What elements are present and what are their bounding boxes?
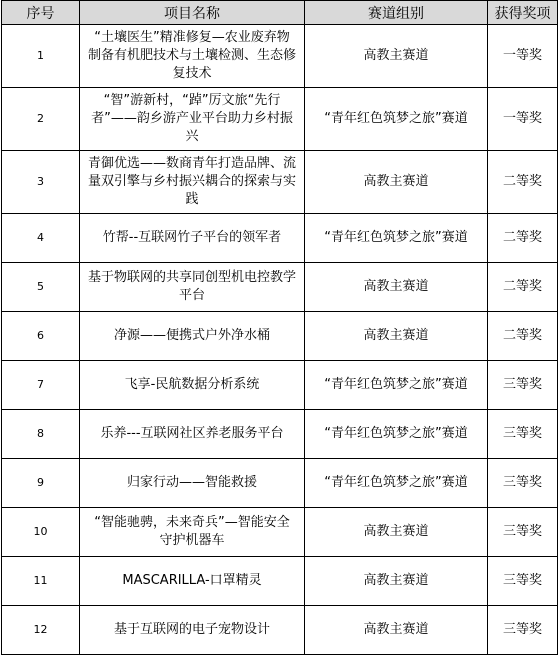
project-name: “智”游新村，“踔”厉文旅“先行者”——韵乡游产业平台助力乡村振兴 [80, 88, 305, 151]
table-row [2, 263, 558, 312]
project-name: MASCARILLA-口罩精灵 [80, 557, 305, 606]
award: 二等奖 [488, 214, 558, 263]
table-header [2, 1, 558, 25]
row-number: 2 [2, 88, 80, 151]
table-row [2, 606, 558, 655]
header-track-group: 赛道组别 [305, 1, 488, 25]
award: 三等奖 [488, 508, 558, 557]
project-name: 归家行动——智能救援 [80, 459, 305, 508]
track-group: 高教主赛道 [305, 25, 488, 88]
track-group: 高教主赛道 [305, 557, 488, 606]
table-row [2, 508, 558, 557]
track-group: “青年红色筑梦之旅”赛道 [305, 214, 488, 263]
row-number: 6 [2, 312, 80, 361]
table-row [2, 459, 558, 508]
header-award: 获得奖项 [488, 1, 558, 25]
row-number: 9 [2, 459, 80, 508]
row-number: 4 [2, 214, 80, 263]
table-row [2, 410, 558, 459]
project-name: 基于互联网的电子宠物设计 [80, 606, 305, 655]
track-group: “青年红色筑梦之旅”赛道 [305, 410, 488, 459]
row-number: 11 [2, 557, 80, 606]
award: 三等奖 [488, 410, 558, 459]
award: 三等奖 [488, 459, 558, 508]
track-group: 高教主赛道 [305, 312, 488, 361]
table-row [2, 25, 558, 88]
track-group: 高教主赛道 [305, 151, 488, 214]
award: 三等奖 [488, 361, 558, 410]
track-group: “青年红色筑梦之旅”赛道 [305, 459, 488, 508]
award: 一等奖 [488, 25, 558, 88]
table-row [2, 214, 558, 263]
row-number: 7 [2, 361, 80, 410]
track-group: 高教主赛道 [305, 508, 488, 557]
project-name: 乐养---互联网社区养老服务平台 [80, 410, 305, 459]
award: 三等奖 [488, 606, 558, 655]
table-row [2, 361, 558, 410]
track-group: 高教主赛道 [305, 606, 488, 655]
award: 一等奖 [488, 88, 558, 151]
table-row [2, 88, 558, 151]
project-name: “土壤医生”精准修复—农业废弃物制备有机肥技术与土壤检测、生态修复技术 [80, 25, 305, 88]
award: 二等奖 [488, 151, 558, 214]
awards-table [1, 0, 558, 655]
table-body [2, 25, 558, 655]
header-row [2, 1, 558, 25]
track-group: 高教主赛道 [305, 263, 488, 312]
project-name: 竹帮--互联网竹子平台的领军者 [80, 214, 305, 263]
award: 二等奖 [488, 263, 558, 312]
table-row [2, 151, 558, 214]
header-serial-number: 序号 [2, 1, 80, 25]
project-name: 飞享-民航数据分析系统 [80, 361, 305, 410]
table-row [2, 557, 558, 606]
project-name: 净源——便携式户外净水桶 [80, 312, 305, 361]
project-name: “智能驰骋，未来奇兵”—智能安全守护机器车 [80, 508, 305, 557]
header-project-name: 项目名称 [80, 1, 305, 25]
track-group: “青年红色筑梦之旅”赛道 [305, 88, 488, 151]
track-group: “青年红色筑梦之旅”赛道 [305, 361, 488, 410]
award: 三等奖 [488, 557, 558, 606]
row-number: 1 [2, 25, 80, 88]
row-number: 12 [2, 606, 80, 655]
project-name: 青御优选——数商青年打造品牌、流量双引擎与乡村振兴耦合的探索与实践 [80, 151, 305, 214]
award: 二等奖 [488, 312, 558, 361]
row-number: 8 [2, 410, 80, 459]
table-row [2, 312, 558, 361]
row-number: 10 [2, 508, 80, 557]
project-name: 基于物联网的共享同创型机电控教学平台 [80, 263, 305, 312]
row-number: 3 [2, 151, 80, 214]
row-number: 5 [2, 263, 80, 312]
